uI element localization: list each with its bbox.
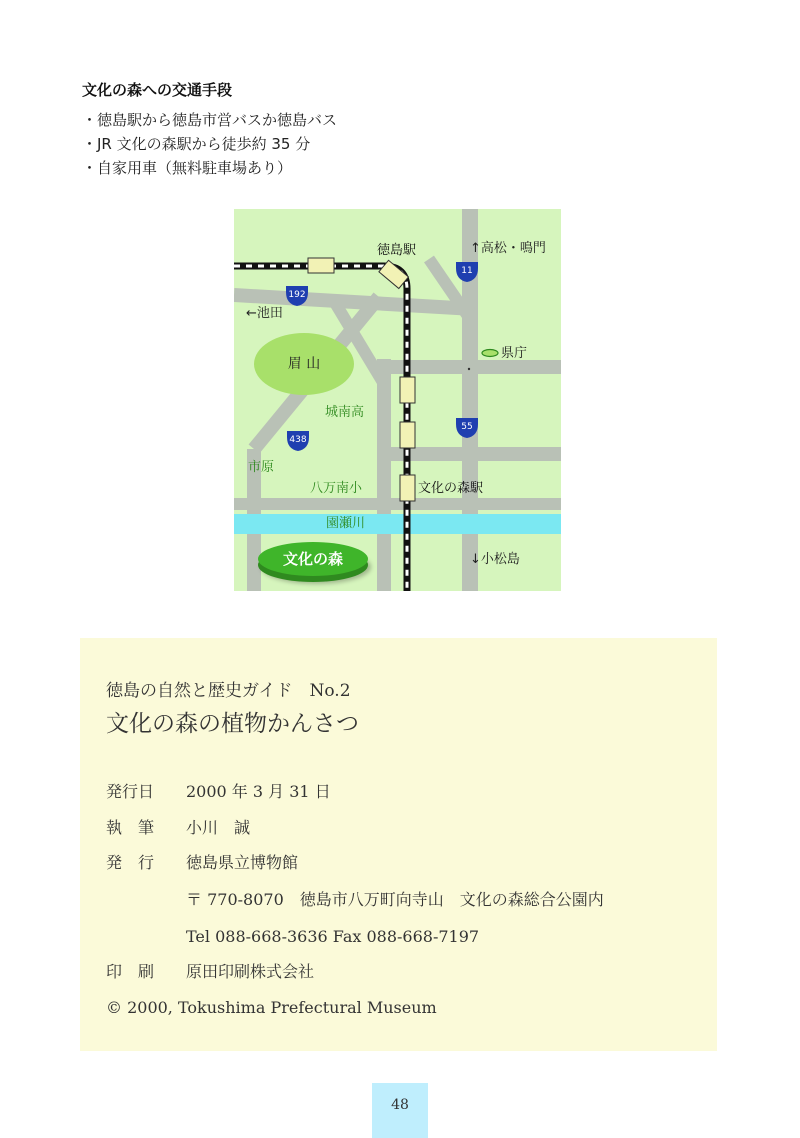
route-192-number: 192 <box>288 290 306 300</box>
publisher-value: 徳島県立博物館 <box>186 853 299 872</box>
route-438-number: 438 <box>289 435 307 445</box>
ikeda-label: ←池田 <box>246 306 283 321</box>
train-car <box>400 377 415 403</box>
hachiman-label: 八万南小 <box>310 481 363 496</box>
bunka-station-mark <box>400 475 415 501</box>
book-title: 文化の森の植物かんさつ <box>106 711 359 737</box>
sonose-river <box>234 514 561 534</box>
issued-row <box>106 780 331 804</box>
kencho-marker <box>482 350 498 357</box>
issued-key: 発行日 <box>106 782 155 801</box>
bunka-no-mori-badge: 文化の森 <box>258 542 368 576</box>
access-item: ・JR 文化の森駅から徒歩約 35 分 <box>82 135 311 153</box>
access-heading: 文化の森への交通手段 <box>82 81 233 99</box>
map-graphics <box>234 209 561 591</box>
komatsushima-label: ↓小松島 <box>470 552 520 567</box>
route-55-number: 55 <box>461 422 473 432</box>
colophon-box <box>80 638 717 1051</box>
mayama-mountain <box>254 333 354 395</box>
page-number: 48 <box>372 1083 428 1138</box>
access-item: ・自家用車（無料駐車場あり） <box>82 159 293 177</box>
copyright-line: © 2000, Tokushima Prefectural Museum <box>106 998 437 1017</box>
access-map <box>234 209 561 591</box>
address-line: 〒 770-8070 徳島市八万町向寺山 文化の森総合公園内 <box>186 890 604 909</box>
jonan-label: 城南高 <box>325 405 365 420</box>
tokushima-station-label: 徳島駅 <box>377 243 417 258</box>
train-car <box>308 258 334 273</box>
mayama-label: 眉 山 <box>287 356 321 372</box>
kencho-label: 県庁 <box>501 346 528 361</box>
publisher-row <box>106 851 298 875</box>
map-dot <box>468 368 470 370</box>
train-car <box>400 422 415 448</box>
access-section <box>82 80 337 180</box>
issued-value: 2000 年 3 月 31 日 <box>186 782 331 801</box>
printer-value: 原田印刷株式会社 <box>186 962 315 981</box>
sonose-label: 園瀬川 <box>326 516 366 531</box>
ichihara-label: 市原 <box>248 460 275 475</box>
printer-row <box>106 960 314 984</box>
bunka-station-label: 文化の森駅 <box>418 481 484 496</box>
access-item: ・徳島駅から徳島市営バスか徳島バス <box>82 111 338 129</box>
series-title: 徳島の自然と歴史ガイド No.2 <box>106 681 351 701</box>
takamatsu-label: ↑高松・鳴門 <box>470 241 546 256</box>
printer-key: 印 刷 <box>106 962 155 981</box>
author-key: 執 筆 <box>106 818 155 837</box>
author-value: 小川 誠 <box>186 818 251 837</box>
route-11-number: 11 <box>461 266 473 276</box>
publisher-key: 発 行 <box>106 853 155 872</box>
tel-fax-line: Tel 088-668-3636 Fax 088-668-7197 <box>186 927 480 946</box>
author-row <box>106 816 250 840</box>
